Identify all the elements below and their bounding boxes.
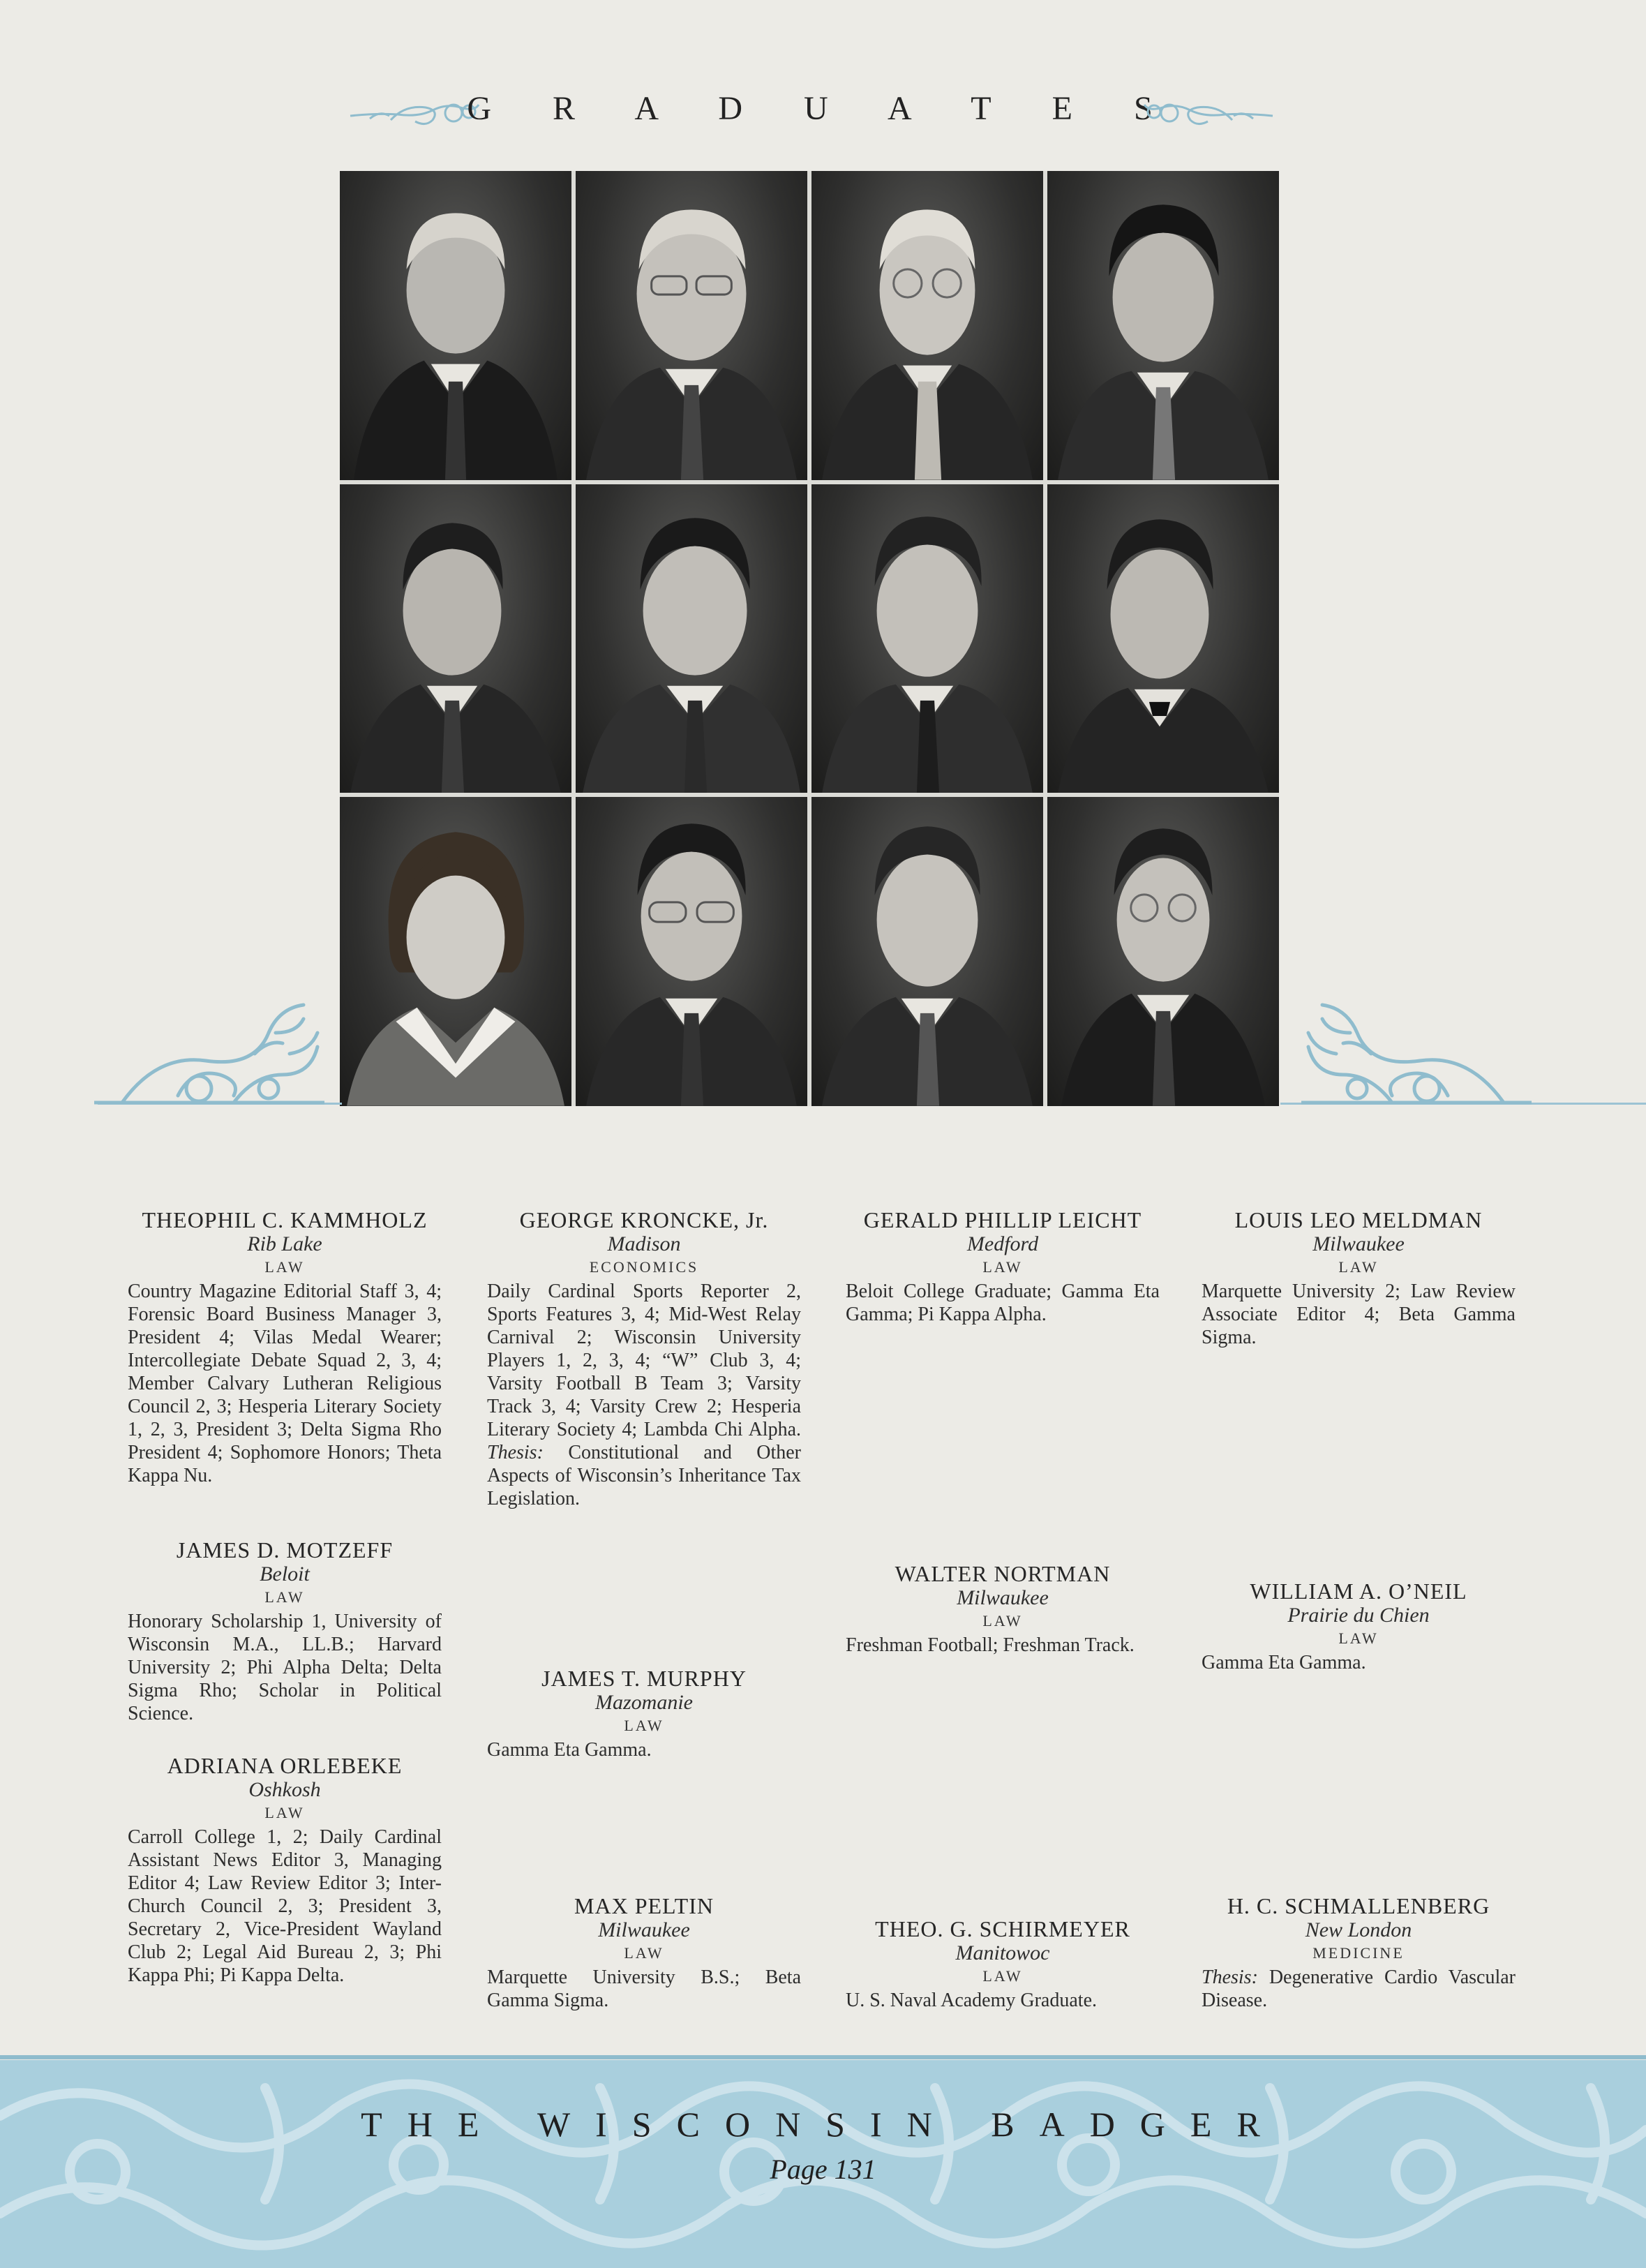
footer-rule [0, 2055, 1646, 2059]
graduate-activities: Carroll College 1, 2; Daily Cardinal Assistant News Editor 3, Managing Editor 4; Law Review Editor 3; Inter-Church Council 2, 3; President 3, Secretary 2, Vice-President Wayland Club 2; Legal Aid Bureau 2, 3; Phi Kappa Phi; Pi Kappa Delta. [128, 1826, 442, 1986]
graduate-activities [487, 1280, 801, 1510]
graduate-name: THEOPHIL C. KAMMHOLZ [142, 1207, 428, 1232]
graduate-activities: U. S. Naval Academy Graduate. [846, 1990, 1097, 2011]
thesis-text: Degenerative Cardio Vascular Disease. [1202, 1967, 1516, 2011]
graduate-hometown: Milwaukee [1312, 1232, 1405, 1255]
graduate-activities: Gamma Eta Gamma. [487, 1739, 652, 1761]
graduate-name: WALTER NORTMAN [895, 1561, 1111, 1586]
graduate-entry-peltin [487, 1893, 801, 2012]
graduate-school: LAW [1338, 1629, 1379, 1647]
graduate-entry-leicht [846, 1207, 1160, 1326]
acanthus-flourish-right-icon [1301, 991, 1532, 1110]
publication-title: THE WISCONSIN BADGER [361, 2105, 1285, 2144]
portrait-photo [576, 171, 807, 480]
graduate-name: THEO. G. SCHIRMEYER [875, 1916, 1130, 1941]
graduate-hometown: Beloit [260, 1562, 310, 1586]
portrait-grid [340, 171, 1279, 1106]
graduate-hometown: Manitowoc [955, 1941, 1050, 1964]
portrait-photo [576, 484, 807, 793]
graduate-school: MEDICINE [1312, 1944, 1405, 1962]
graduate-school: LAW [982, 1258, 1023, 1276]
graduate-entry-murphy [487, 1666, 801, 1761]
graduate-hometown: Medford [966, 1232, 1039, 1255]
graduate-name: MAX PELTIN [574, 1893, 714, 1918]
portrait-photo [811, 484, 1043, 793]
graduate-school: LAW [264, 1804, 305, 1821]
graduate-hometown: Madison [607, 1232, 681, 1255]
graduate-name: H. C. SCHMALLENBERG [1227, 1893, 1490, 1918]
graduate-activities: Country Magazine Editorial Staff 3, 4; Forensic Board Business Manager 3, President 4; Vilas Medal Wearer; Intercollegiate Debate Squad 2, 3, 4; Member Calvary Lutheran Religious Council 2, 3; Hesperia Literary Society 1, 2, 3, President 3; Delta Sigma Rho President 4; Sophomore Honors; Theta Kappa Nu. [128, 1281, 442, 1486]
graduate-name: ADRIANA ORLEBEKE [167, 1753, 403, 1778]
graduate-entry-nortman [846, 1561, 1160, 1657]
graduate-entry-motzeff [128, 1537, 442, 1725]
thesis-label: Thesis: [1202, 1967, 1258, 1988]
portrait-photo [340, 171, 571, 480]
page-number: Page 131 [770, 2154, 876, 2185]
graduate-hometown: Prairie du Chien [1287, 1604, 1430, 1627]
graduate-entry-kroncke [487, 1207, 801, 1510]
graduate-school: LAW [264, 1258, 305, 1276]
portrait-photo [340, 797, 571, 1106]
portrait-photo [1047, 171, 1279, 480]
graduate-hometown: Mazomanie [595, 1691, 693, 1714]
graduate-hometown: Oshkosh [248, 1778, 321, 1801]
graduate-activities: Marquette University B.S.; Beta Gamma Sigma. [487, 1967, 801, 2011]
graduate-entry-kammholz [128, 1207, 442, 1487]
graduate-name: JAMES D. MOTZEFF [176, 1537, 394, 1562]
thesis-label: Thesis: [487, 1442, 544, 1463]
graduate-name: JAMES T. MURPHY [541, 1666, 747, 1691]
graduate-entry-meldman [1202, 1207, 1516, 1349]
graduate-activities: Honorary Scholarship 1, University of Wisconsin M.A., LL.B.; Harvard University 2; Phi Alpha Delta; Delta Sigma Rho; Scholar in Political Science. [128, 1611, 442, 1724]
portrait-photo [576, 797, 807, 1106]
graduate-activities: Marquette University 2; Law Review Associate Editor 4; Beta Gamma Sigma. [1202, 1281, 1516, 1348]
graduate-name: WILLIAM A. O’NEIL [1250, 1579, 1467, 1604]
graduate-entry-schmallenberg [1202, 1893, 1516, 2012]
activities-text: Daily Cardinal Sports Reporter 2, Sports Features 3, 4; Mid-West Relay Carnival 2; Wisconsin University Players 1, 2, 3, 4; “W” Club 3, 4; Varsity Football B Team 3; Varsity Track 3, 4; Varsity Crew 2; Hesperia Literary Society 4; Lambda Chi Alpha. [487, 1281, 801, 1440]
graduate-activities: Gamma Eta Gamma. [1202, 1652, 1366, 1673]
portrait-photo [811, 171, 1043, 480]
graduate-school: LAW [1338, 1258, 1379, 1276]
graduate-school: LAW [264, 1588, 305, 1606]
thesis-text: Constitutional and Other Aspects of Wisconsin’s Inheritance Tax Legislation. [487, 1442, 802, 1509]
portrait-photo [1047, 797, 1279, 1106]
graduate-name: LOUIS LEO MELDMAN [1234, 1207, 1483, 1232]
graduate-school: ECONOMICS [589, 1258, 699, 1276]
graduate-name: GERALD PHILLIP LEICHT [863, 1207, 1142, 1232]
portrait-photo [811, 797, 1043, 1106]
graduate-hometown: Rib Lake [247, 1232, 322, 1255]
graduate-name: GEORGE KRONCKE, Jr. [519, 1207, 769, 1232]
acanthus-flourish-left-icon [94, 991, 324, 1110]
graduate-activities: Beloit College Graduate; Gamma Eta Gamma; Pi Kappa Alpha. [846, 1281, 1160, 1325]
graduate-hometown: New London [1305, 1918, 1412, 1941]
page-title: G R A D U A T E S [467, 90, 1179, 127]
portrait-photo [340, 484, 571, 793]
graduate-activities [1202, 1966, 1516, 2012]
graduate-entry-oneil [1202, 1579, 1516, 1674]
header-ornament-right-icon [1142, 92, 1274, 131]
portrait-photo [1047, 484, 1279, 793]
graduate-school: LAW [982, 1612, 1023, 1629]
graduate-entry-schirmeyer [846, 1916, 1160, 2012]
graduate-hometown: Milwaukee [598, 1918, 690, 1941]
graduate-school: LAW [624, 1717, 664, 1734]
graduate-school: LAW [982, 1967, 1023, 1985]
graduate-activities: Freshman Football; Freshman Track. [846, 1634, 1135, 1656]
graduate-hometown: Milwaukee [957, 1586, 1049, 1609]
graduate-entry-orlebeke [128, 1753, 442, 1987]
graduate-school: LAW [624, 1944, 664, 1962]
